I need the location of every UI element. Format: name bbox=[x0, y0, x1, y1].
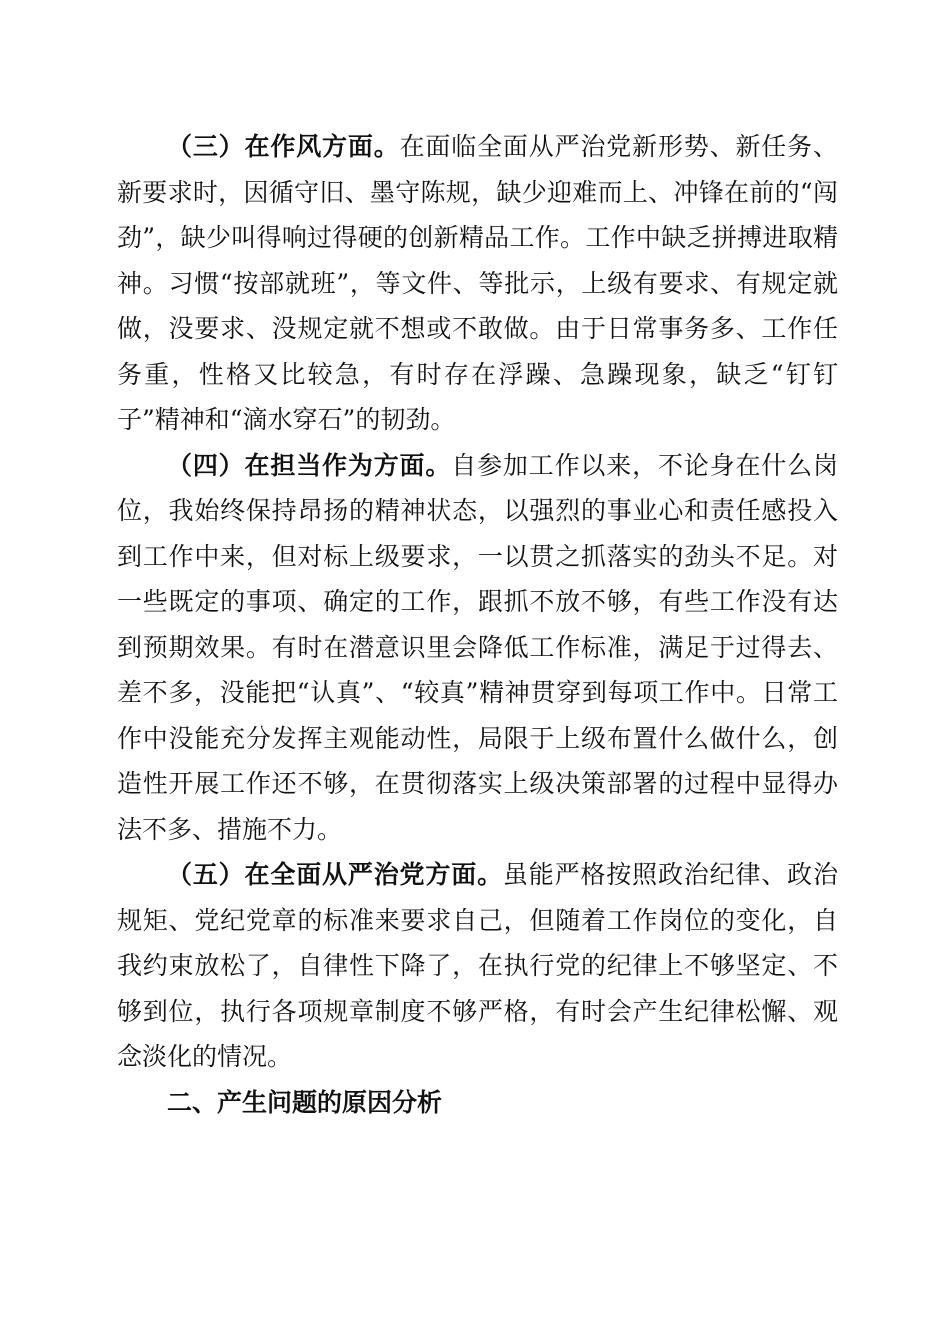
section-responsibility-body: 自参加工作以来，不论身在什么岗位，我始终保持昂扬的精神状态，以强烈的事业心和责任感投入到工作中来，但对标上级要求，一以贯之抓落实的劲头不足。对一些既定的事项、确定的工作，跟抓不放不够，有些工作没有达到预期效果。有时在潜意识里会降低工作标准，满足于过得去、差不多，没能把“认真”、“较真”精神贯穿到每项工作中。日常工作中没能充分发挥主观能动性，局限于上级布置什么做什么，创造性开展工作还不够，在贯彻落实上级决策部署的过程中显得办法不多、措施不力。 bbox=[117, 450, 838, 844]
section-responsibility-lead: （四）在担当作为方面。 bbox=[167, 450, 452, 480]
section-heading-cause-analysis: 二、产生问题的原因分析 bbox=[167, 1087, 443, 1117]
section-style bbox=[117, 124, 838, 443]
section-discipline-body: 虽能严格按照政治纪律、政治规矩、党纪党章的标准来要求自己，但随着工作岗位的变化，自我约束放松了，自律性下降了，在执行党的纪律上不够坚定、不够到位，执行各项规章制度不够严格，有时会产生纪律松懈、观念淡化的情况。 bbox=[117, 860, 838, 1071]
section-discipline-lead: （五）在全面从严治党方面。 bbox=[167, 860, 503, 889]
section-style-body: 在面临全面从严治党新形势、新任务、新要求时，因循守旧、墨守陈规，缺少迎难而上、冲锋在前的“闯劲”，缺少叫得响过得硬的创新精品工作。工作中缺乏拼搏进取精神。习惯“按部就班”，等文件、等批示，上级有要求、有规定就做，没要求、没规定就不想或不敢做。由于日常事务多、工作任务重，性格又比较急，有时存在浮躁、急躁现象，缺乏“钉钉子”精神和“滴水穿石”的韧劲。 bbox=[117, 132, 838, 434]
document-body bbox=[117, 124, 838, 1125]
section-style-lead: （三）在作风方面。 bbox=[167, 132, 400, 161]
section-discipline bbox=[117, 852, 838, 1080]
section-responsibility bbox=[117, 443, 838, 853]
